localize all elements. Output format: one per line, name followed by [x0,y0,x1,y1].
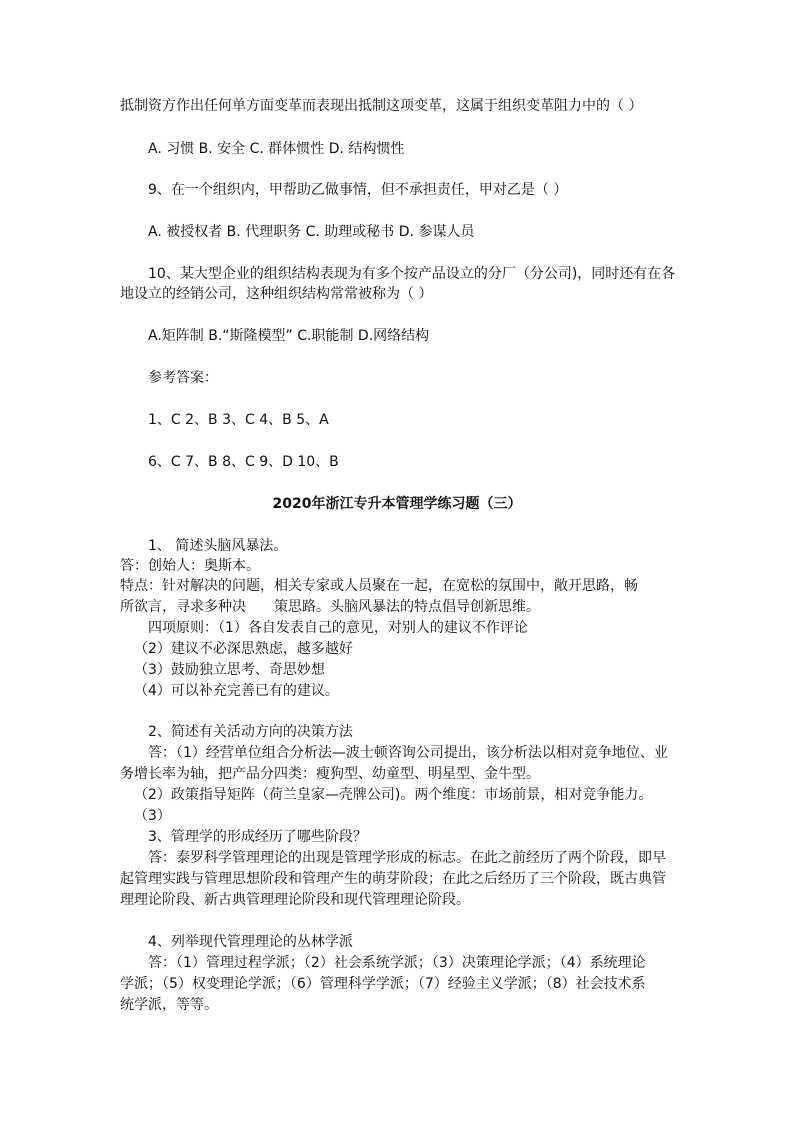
s3-title: 3、管理学的形成经历了哪些阶段？ [148,829,367,845]
s4-answer-line2: 学派；（5）权变理论学派；（6）管理科学学派；（7）经验主义学派；（8）社会技术系 [120,976,646,992]
s2-answer-line2: 务增长率为轴，把产品分四类：瘦狗型、幼童型、明星型、金牛型。 [120,766,540,782]
s1-answer: 答：创始人：奥斯本。 [120,558,260,574]
s2-answer-line4: （3） [134,808,171,824]
question-8-text: 抵制资方作出任何单方面变革而表现出抵制这项变革，这属于组织变革阻力中的（ ） [120,98,643,114]
answers-row-1: 1、C 2、B 3、C 4、B 5、A [148,412,329,428]
s1-principles: 四项原则：（1）各自发表自己的意见，对别人的建议不作评论 [148,620,528,636]
s1-principle-3: （3）鼓励独立思考、奇思妙想 [134,662,325,678]
s2-title: 2、简述有关活动方向的决策方法 [148,724,353,740]
question-9-text: 9、在一个组织内，甲帮助乙做事情，但不承担责任，甲对乙是（ ） [148,182,568,198]
s3-answer-line1: 答：泰罗科学管理理论的出现是管理学形成的标志。在此之前经历了两个阶段，即早 [148,850,666,866]
s1-principle-2: （2）建议不必深思熟虑，越多越好 [134,641,353,657]
question-8-options: A. 习惯 B. 安全 C. 群体惯性 D. 结构惯性 [148,141,405,157]
s2-answer-line1: 答：（1）经营单位组合分析法—波士顿咨询公司提出，该分析法以相对竞争地位、业 [148,745,668,761]
s4-title: 4、列举现代管理理论的丛林学派 [148,934,353,950]
question-9-options: A. 被授权者 B. 代理职务 C. 助理或秘书 D. 参谋人员 [148,224,475,240]
question-10-text-line2: 地设立的经销公司，这种组织结构常常被称为（ ） [120,286,433,302]
question-10-text-line1: 10、某大型企业的组织结构表现为有多个按产品设立的分厂（分公司)，同时还有在各 [148,266,676,282]
answers-row-2: 6、C 7、B 8、C 9、D 10、B [148,454,339,470]
s2-answer-line3: （2）政策指导矩阵（荷兰皇家—壳牌公司)。两个维度：市场前景，相对竞争能力。 [134,787,653,803]
s4-answer-line3: 统学派，等等。 [120,997,218,1013]
section-title: 2020年浙江专升本管理学练习题（三） [272,496,522,512]
s1-title: 1、 简述头脑风暴法。 [148,538,288,554]
s3-answer-line2: 起管理实践与管理思想阶段和管理产生的萌芽阶段；在此之后经历了三个阶段，既古典管 [120,871,666,887]
answers-label: 参考答案： [148,370,218,386]
s4-answer-line1: 答：（1）管理过程学派；（2）社会系统学派；（3）决策理论学派；（4）系统理论 [148,955,646,971]
question-10-options: A.矩阵制 B.“斯隆模型” C.职能制 D.网络结构 [148,328,430,344]
s1-feature-line2: 所欲言，寻求多种决 策思路。头脑风暴法的特点倡导创新思维。 [120,599,540,615]
s1-feature-line1: 特点：针对解决的问题，相关专家或人员聚在一起，在宽松的氛围中，敞开思路，畅 [120,578,638,594]
s3-answer-line3: 理理论阶段、新古典管理理论阶段和现代管理理论阶段。 [120,892,470,908]
s1-principle-4: （4）可以补充完善已有的建议。 [134,683,339,699]
